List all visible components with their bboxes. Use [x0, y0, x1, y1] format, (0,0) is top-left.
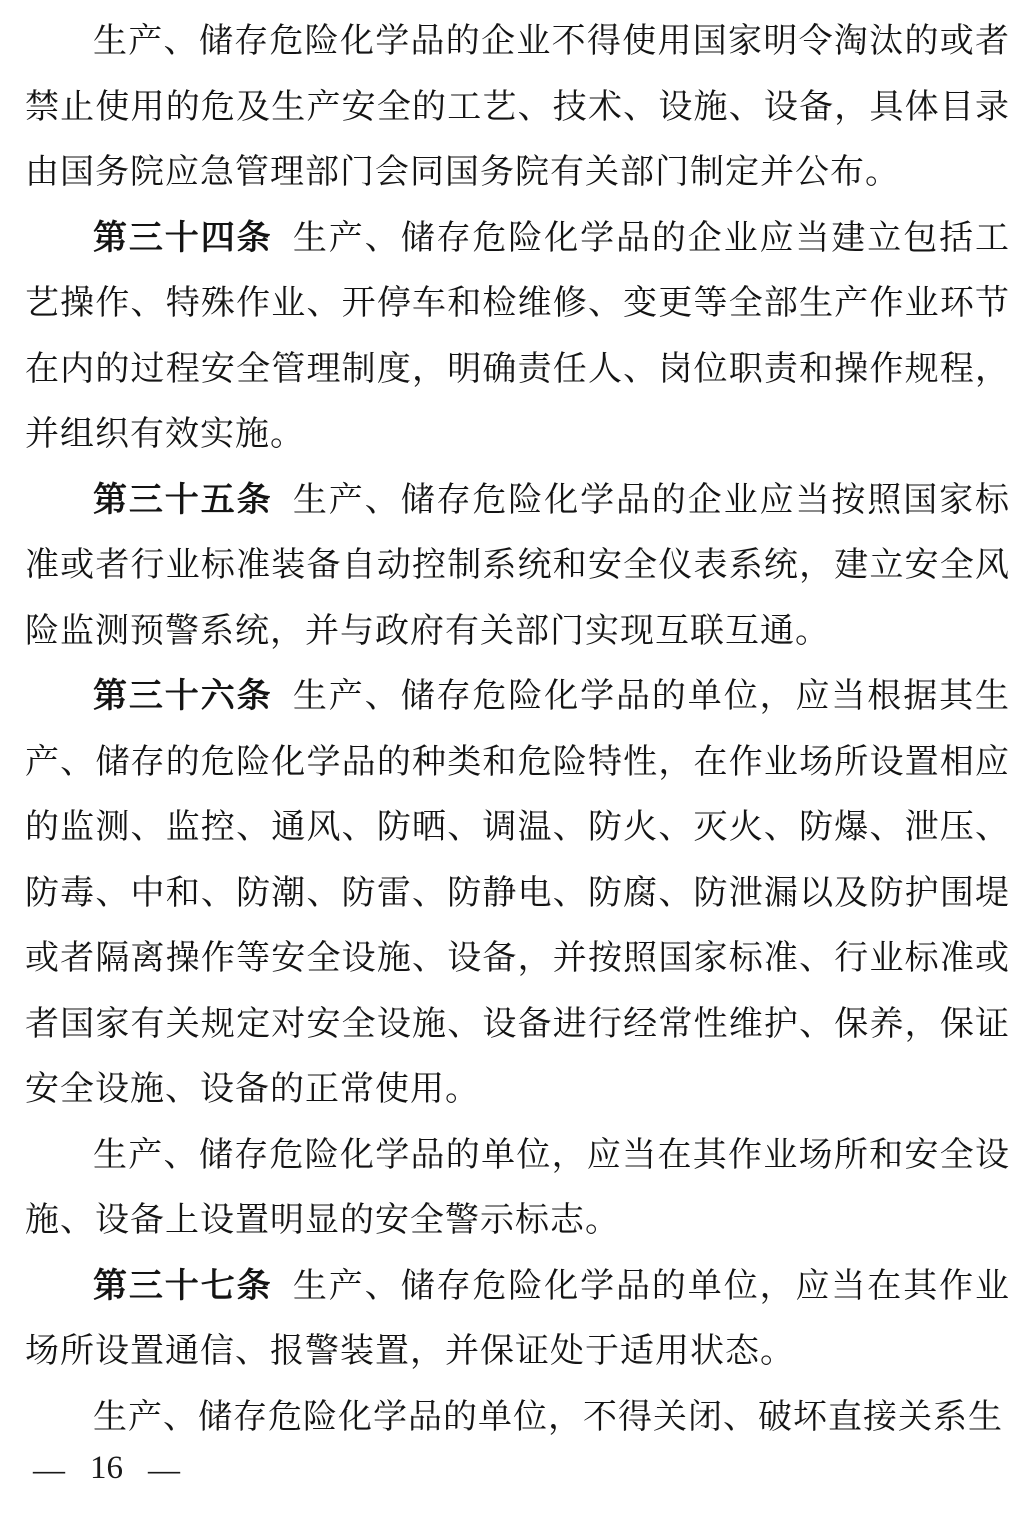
paragraph-tail-article-33 — [25, 9, 1010, 206]
paragraph-text: 生产、储存危险化学品的企业应当按照国家标准或者行业标准装备自动控制系统和安全仪表系统，建立安全风险监测预警系统，并与政府有关部门实现互联互通。 — [25, 481, 1011, 650]
paragraph-text: 生产、储存危险化学品的单位，应当根据其生产、储存的危险化学品的种类和危险特性，在作业场所设置相应的监测、监控、通风、防晒、调温、防火、灭火、防爆、泄压、防毒、中和、防潮、防雷、防静电、防腐、防泄漏以及防护围堤或者隔离操作等安全设施、设备，并按照国家标准、行业标准或者国家有关规定对安全设施、设备进行经常性维护、保养，保证安全设施、设备的正常使用。 — [25, 678, 1011, 1108]
paragraph-text: 生产、储存危险化学品的企业应当建立包括工艺操作、特殊作业、开停车和检维修、变更等全部生产作业环节在内的过程安全管理制度，明确责任人、岗位职责和操作规程，并组织有效实施。 — [25, 219, 1011, 453]
document-body — [25, 9, 1010, 1450]
paragraph-text: 生产、储存危险化学品的单位，不得关闭、破坏直接关系生 — [93, 1398, 1003, 1436]
article-number: 第三十四条 — [93, 218, 273, 257]
paragraph-text: 生产、储存危险化学品的单位，应当在其作业场所和安全设施、设备上设置明显的安全警示标志。 — [25, 1136, 1010, 1239]
article-number: 第三十六条 — [93, 677, 273, 715]
paragraph-article-34 — [25, 206, 1010, 468]
paragraph-article-36 — [25, 664, 1010, 1123]
paragraph-article-37 — [25, 1254, 1010, 1385]
page-footer — [33, 1452, 180, 1485]
footer-right-dash: — — [148, 1450, 180, 1487]
paragraph-article-37-clause-2 — [25, 1385, 1010, 1451]
paragraph-text: 生产、储存危险化学品的单位，应当在其作业场所设置通信、报警装置，并保证处于适用状态。 — [25, 1267, 1011, 1370]
page-number: 16 — [90, 1450, 123, 1486]
paragraph-text: 生产、储存危险化学品的企业不得使用国家明令淘汰的或者禁止使用的危及生产安全的工艺、技术、设施、设备，具体目录由国务院应急管理部门会同国务院有关部门制定并公布。 — [25, 23, 1010, 191]
paragraph-article-35 — [25, 468, 1010, 665]
paragraph-article-36-clause-2 — [25, 1123, 1010, 1254]
article-number: 第三十七条 — [93, 1266, 273, 1305]
article-number: 第三十五条 — [93, 480, 273, 519]
footer-left-dash: — — [33, 1450, 65, 1487]
